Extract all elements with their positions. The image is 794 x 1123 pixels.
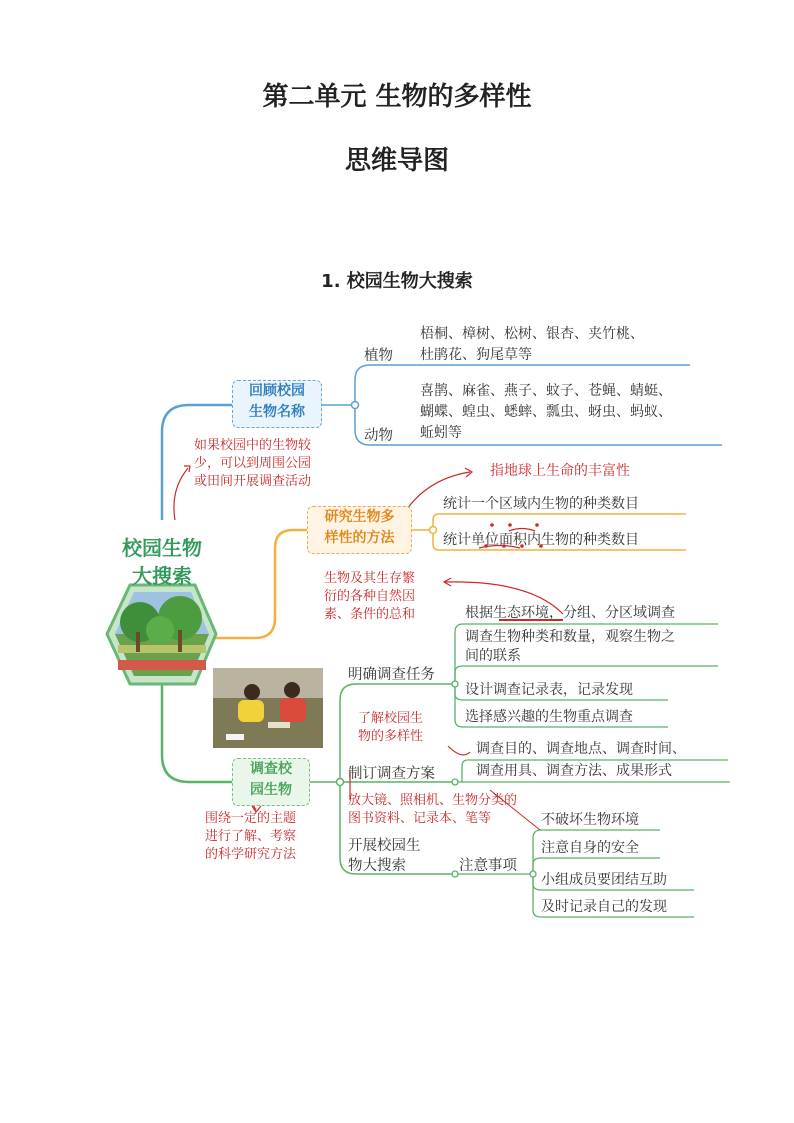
- note-survey-goal: [358, 710, 423, 746]
- animals-list: [420, 381, 672, 444]
- note-environment-definition: [324, 570, 415, 624]
- attention-item-4: 及时记录自己的发现: [541, 899, 667, 915]
- method-item-2: 统计单位面积内生物的种类数目: [443, 532, 639, 548]
- center-title-line2: 大搜索: [132, 564, 192, 588]
- note-nearby-parks-line3: 或田间开展调查活动: [194, 474, 312, 489]
- section-heading: 1. 校园生物大搜索: [321, 271, 473, 292]
- campus-search-line1: 开展校园生: [348, 838, 421, 854]
- plants-line2: 杜鹃花、狗尾草等: [420, 347, 532, 363]
- note-goal-line2: 物的多样性: [358, 729, 424, 744]
- task-item-3: 设计调查记录表，记录发现: [465, 682, 633, 698]
- attention-item-3: 小组成员要团结互助: [541, 872, 667, 888]
- center-title-line1: 校园生物: [122, 536, 202, 560]
- branch-survey-line2: 园生物: [250, 782, 292, 798]
- branch-research-line2: 样性的方法: [324, 530, 395, 546]
- plants-list: [420, 324, 644, 366]
- branch-survey-line1: 调查校: [250, 761, 292, 777]
- note-env-line1: 生物及其生存繁: [324, 571, 416, 586]
- plants-line1: 梧桐、樟树、松树、银杏、夹竹桃、: [420, 326, 644, 342]
- note-biodiversity-definition: 指地球上生命的丰富性: [490, 463, 630, 479]
- plants-label: 植物: [364, 348, 393, 364]
- task-item-2-cont: 间的联系: [465, 648, 521, 664]
- branch-review-names: [232, 380, 322, 428]
- animals-line3: 蚯蚓等: [420, 425, 462, 441]
- note-method-line2: 进行了解、考察: [205, 829, 297, 844]
- center-title: [112, 534, 212, 590]
- attention-label: 注意事项: [459, 858, 517, 874]
- note-goal-line1: 了解校园生: [358, 711, 424, 726]
- task-item-4: 选择感兴趣的生物重点调查: [465, 709, 633, 725]
- note-nearby-parks: [194, 437, 311, 491]
- note-env-line2: 衍的各种自然因: [324, 589, 416, 604]
- note-survey-method-definition: [205, 810, 296, 864]
- attention-item-2: 注意自身的安全: [541, 840, 639, 856]
- animals-line1: 喜鹊、麻雀、燕子、蚊子、苍蝇、蜻蜓、: [420, 383, 672, 399]
- note-tools-line2: 图书资料、记录本、笔等: [348, 811, 492, 826]
- method-item-1: 统计一个区域内生物的种类数目: [443, 496, 639, 512]
- branch-research-line1: 研究生物多: [324, 509, 395, 525]
- note-nearby-parks-line1: 如果校园中的生物较: [194, 438, 312, 453]
- page-subtitle: 思维导图: [344, 146, 449, 176]
- task-item-1: 根据生态环境，分组、分区域调查: [465, 605, 675, 621]
- branch-research-method: [307, 506, 412, 554]
- plan-line1: 调查目的、调查地点、调查时间、: [476, 741, 686, 757]
- campus-search-label: [348, 836, 421, 876]
- plan-line2: 调查用具、调查方法、成果形式: [476, 763, 672, 779]
- attention-item-1: 不破坏生物环境: [541, 812, 639, 828]
- animals-line2: 蝴蝶、蝗虫、蟋蟀、瓢虫、蚜虫、蚂蚁、: [420, 404, 672, 420]
- page-title: 第二单元 生物的多样性: [262, 82, 532, 112]
- note-nearby-parks-line2: 少，可以到周围公园: [194, 456, 312, 471]
- note-method-line3: 的科学研究方法: [205, 847, 297, 862]
- note-env-line3: 素、条件的总和: [324, 607, 416, 622]
- note-tools-line1: 放大镜、照相机、生物分类的: [348, 793, 518, 808]
- task-item-2: 调查生物种类和数量，观察生物之: [465, 629, 675, 645]
- branch-survey-campus: [232, 758, 310, 806]
- campus-search-line2: 物大搜索: [348, 858, 406, 874]
- branch-review-line2: 生物名称: [249, 404, 305, 420]
- task-label: 明确调查任务: [348, 667, 435, 683]
- note-survey-tools: [348, 792, 517, 828]
- plan-label: 制订调查方案: [348, 766, 435, 782]
- branch-review-line1: 回顾校园: [249, 383, 305, 399]
- note-method-line1: 围绕一定的主题: [205, 811, 297, 826]
- animals-label: 动物: [364, 428, 393, 444]
